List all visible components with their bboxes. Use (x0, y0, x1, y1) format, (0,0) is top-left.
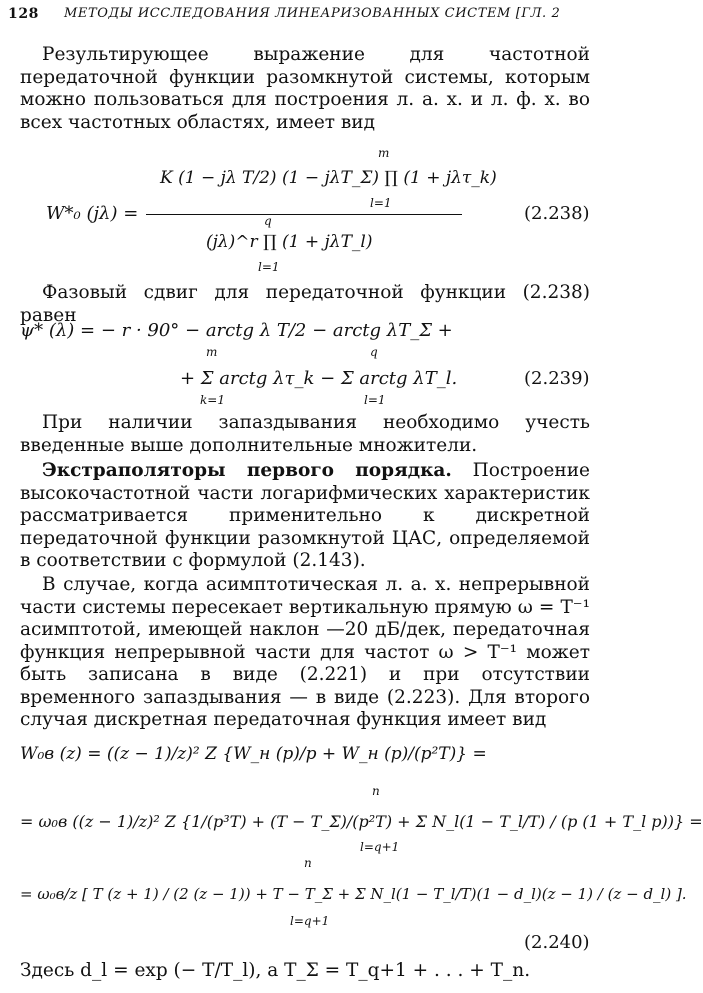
eq239-sum1-top: m (206, 345, 218, 359)
eq240-label: (2.240) (524, 932, 590, 953)
eq240-line3: = ω₀в/z [ T (z + 1) / (2 (z − 1)) + T − T_Σ + Σ N_l(1 − T_l/T)(1 − d_l)(z − 1) / (z − d_l) ]. (20, 885, 687, 903)
paragraph-extrapolators: Экстраполяторы первого порядка. Построение высокочастотной части логарифмических характеристик рассматривается применительно к дискретной передаточной функции разомкнутой ЦАС, определяемой в соответствии с формулой (2.143). (20, 460, 590, 571)
eq238-den-prod-bottom: l=1 (258, 260, 280, 274)
eq238-prod-bottom: l=1 (370, 196, 392, 210)
eq240-sum-bottom-1: l=q+1 (360, 840, 400, 854)
eq240-line2: = ω₀в ((z − 1)/z)² Z {1/(p³T) + (T − T_Σ)/(p²T) + Σ N_l(1 − T_l/T) / (p (1 + T_l p))} = (20, 812, 703, 831)
eq240-sum-top-1: n (372, 784, 380, 798)
eq238-numerator: K (1 − jλ T/2) (1 − jλT_Σ) ∏ (1 + jλτ_k) (160, 168, 497, 188)
paragraph-asymptotic-case: В случае, когда асимптотическая л. а. х. непрерывной части системы пересекает вертикальную прямую ω = T⁻¹ асимптотой, имеющей наклон —20 дБ/дек, передаточная функция непрерывной части для частот ω > T⁻¹ может быть записана в виде (2.221) и при отсутствии временного запаздывания — в виде (2.223). Для второго случая дискретная передаточная функция имеет вид (20, 574, 590, 730)
eq238-label: (2.238) (524, 203, 590, 224)
page-header (8, 6, 592, 28)
eq238-den-prod-top: q (264, 214, 272, 228)
section-run-in-heading: Экстраполяторы первого порядка. (42, 460, 452, 481)
paragraph-phase: Фазовый сдвиг для передаточной функции (2.238) равен (20, 282, 590, 326)
page-number: 128 (8, 6, 40, 22)
eq238-prod-top: m (378, 146, 390, 160)
eq240-sum-bottom-2: l=q+1 (290, 914, 330, 928)
eq240-sum-top-2: n (304, 856, 312, 870)
eq239-label: (2.239) (524, 368, 590, 389)
paragraph-delay: При наличии запаздывания необходимо учесть введенные выше дополнительные множители. (20, 412, 590, 456)
eq240-line1: W₀в (z) = ((z − 1)/z)² Z {W_н (p)/p + W_н (p)/(p²T)} = (20, 744, 487, 764)
eq238-lhs: W*₀ (jλ) = (46, 203, 139, 224)
running-title: МЕТОДЫ ИССЛЕДОВАНИЯ ЛИНЕАРИЗОВАННЫХ СИСТЕМ [ГЛ. 2 (64, 6, 561, 21)
eq238-fraction-bar (146, 214, 462, 215)
eq239-sum1-bottom: k=1 (200, 393, 225, 407)
eq239-line1: ψ* (λ) = − r · 90° − arctg λ T/2 − arctg λT_Σ + (20, 320, 453, 341)
eq239-sum2-top: q (370, 345, 378, 359)
eq239-line2: + Σ arctg λτ_k − Σ arctg λT_l. (180, 368, 458, 389)
paragraph-intro: Результирующее выражение для частотной передаточной функции разомкнутой системы, которым можно пользоваться для построения л. а. х. и л. ф. х. во всех частотных областях, имеет вид (20, 44, 590, 133)
paragraph-definitions: Здесь d_l = exp (− T/T_l), а T_Σ = T_q+1 + . . . + T_n. (20, 960, 531, 981)
eq238-denominator: (jλ)^r ∏ (1 + jλT_l) (206, 232, 373, 252)
eq239-sum2-bottom: l=1 (364, 393, 386, 407)
